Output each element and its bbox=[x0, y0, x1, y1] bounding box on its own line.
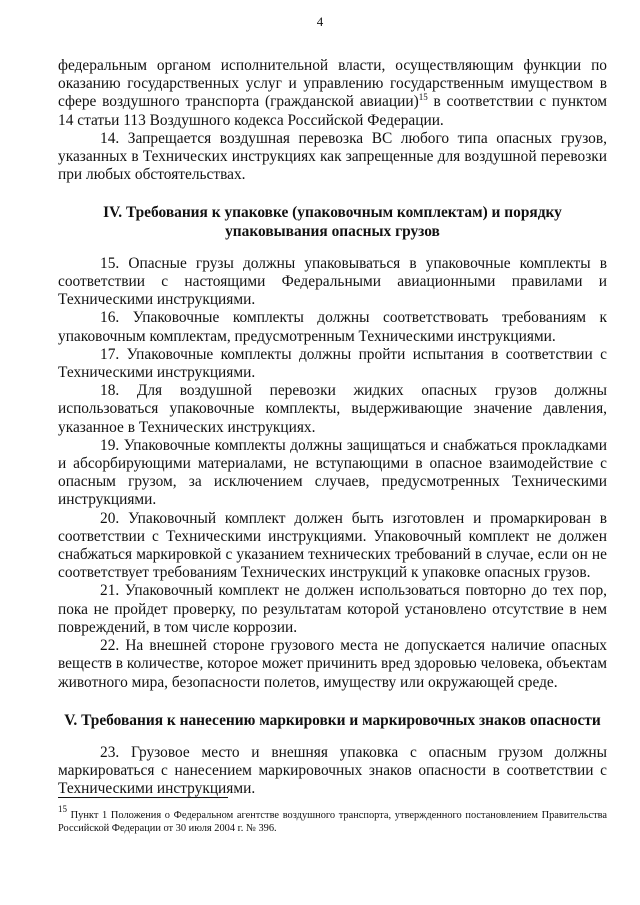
paragraph-continuation-tail: в соответствии с пунктом 14 статьи 113 Воздушного кодекса Российской Федерации. bbox=[58, 93, 607, 129]
paragraph-22: 22. На внешней стороне грузового места не допускается наличие опасных веществ в количестве, которое может причинить вред здоровью человека, объектам животного мира, безопасности полетов, имуществу или окружающей среде. bbox=[58, 637, 607, 691]
footnote-divider bbox=[58, 797, 228, 798]
footnote-text: Пункт 1 Положения о Федеральном агентстве воздушного транспорта, утвержденного постановлением Правительства Российской Федерации от 30 июля 2004 г. № 396. bbox=[58, 810, 607, 834]
paragraph-18: 18. Для воздушной перевозки жидких опасных грузов должны использоваться упаковочные комплекты, выдерживающие значение давления, указанное в Технических инструкциях. bbox=[58, 382, 607, 436]
paragraph-17: 17. Упаковочные комплекты должны пройти испытания в соответствии с Техническими инструкциями. bbox=[58, 345, 607, 382]
footnote-reference: 15 bbox=[418, 92, 428, 103]
section-5-heading: V. Требования к нанесению маркировки и маркировочных знаков опасности bbox=[64, 711, 601, 729]
paragraph-20: 20. Упаковочный комплект должен быть изготовлен и промаркирован в соответствии с Техническими инструкциями. Упаковочный комплект не должен снабжаться маркировкой с указанием технических требований в случае, если он не соответствует требованиям Технических инструкций к упаковке опасных грузов. bbox=[58, 509, 607, 582]
paragraph-19: 19. Упаковочные комплекты должны защищаться и снабжаться прокладками и абсорбирующими материалами, не вступающими в опасное взаимодействие с опасным грузом, за исключением случаев, предусмотренных Техническими инструкциями. bbox=[58, 436, 607, 509]
paragraph-14: 14. Запрещается воздушная перевозка ВС любого типа опасных грузов, указанных в Технических инструкциях как запрещенные для воздушной перевозки при любых обстоятельствах. bbox=[58, 129, 607, 184]
page-number: 4 bbox=[316, 14, 324, 29]
footnote bbox=[58, 804, 607, 835]
paragraph-continuation-text: федеральным органом исполнительной власти, осуществляющим функции по оказанию государственных услуг и управлению государственным имуществом в сфере воздушного транспорта (гражданской авиации) bbox=[58, 57, 607, 111]
paragraph-16: 16. Упаковочные комплекты должны соответствовать требованиям к упаковочным комплектам, предусмотренным Техническими инструкциями. bbox=[58, 309, 607, 345]
section-4-heading: IV. Требования к упаковке (упаковочным комплектам) и порядку упаковывания опасных грузов bbox=[103, 204, 562, 240]
paragraph-15: 15. Опасные грузы должны упаковываться в упаковочные комплекты в соответствии с настоящими Федеральными авиационными правилами и Техническими инструкциями. bbox=[58, 254, 607, 309]
document-body bbox=[58, 57, 607, 799]
paragraph-continuation bbox=[58, 57, 607, 130]
paragraph-21: 21. Упаковочный комплект не должен использоваться повторно до тех пор, пока не пройдет проверку, по результатам которой установлено отсутствие в нем повреждений, в том числе коррозии. bbox=[58, 582, 607, 636]
paragraph-23: 23. Грузовое место и внешняя упаковка с опасным грузом должны маркироваться с нанесением маркировочных знаков опасности в соответствии с Техническими инструкциями. bbox=[58, 743, 607, 798]
footnote-number: 15 bbox=[58, 804, 67, 814]
